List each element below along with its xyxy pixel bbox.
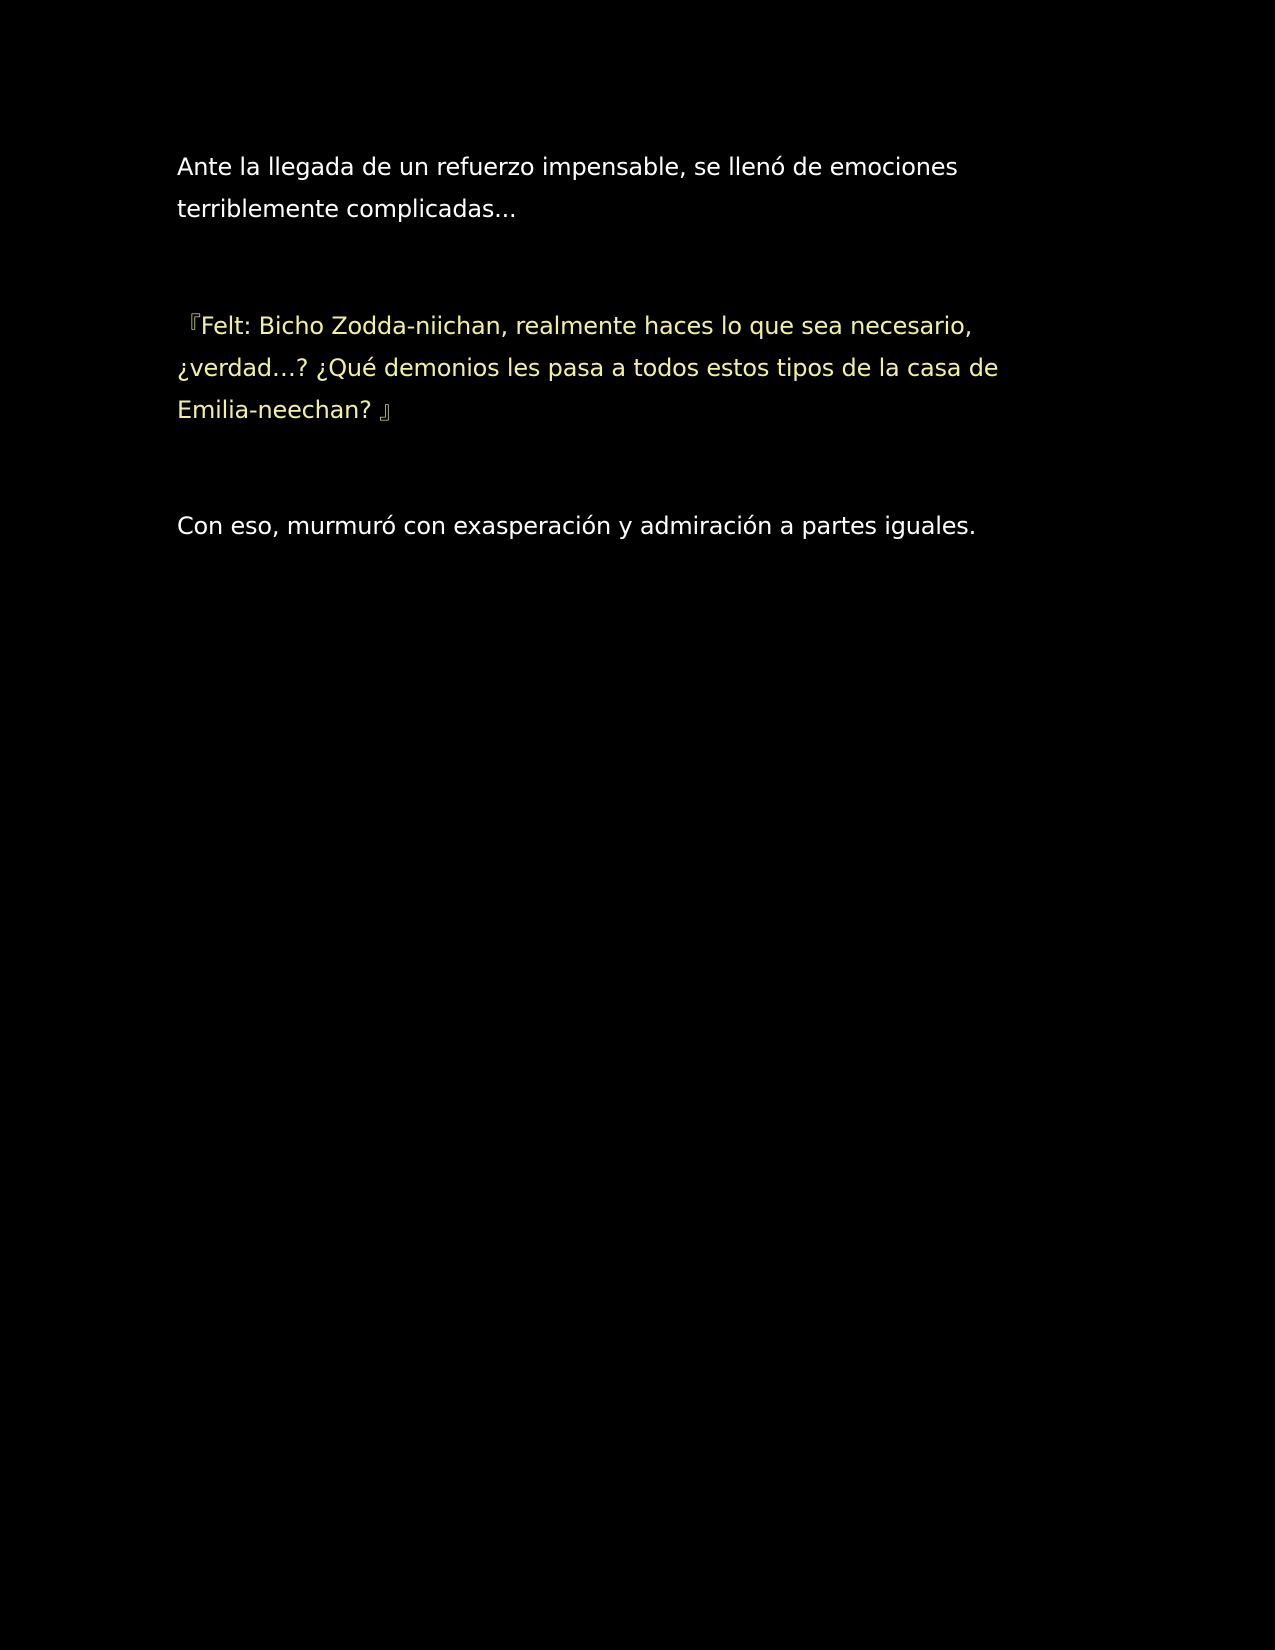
narration-paragraph: Ante la llegada de un refuerzo impensable, se llenó de emociones terriblemente complicadas... [177,153,958,223]
narration-paragraph: Con eso, murmuró con exasperación y admiración a partes iguales. [177,512,977,540]
dialogue-paragraph: 『Felt: Bicho Zodda-niichan, realmente haces lo que sea necesario, ¿verdad…? ¿Qué demonios les pasa a todos estos tipos de la casa de Emilia-neechan? 』 [177,312,999,424]
document-page [177,146,1077,547]
